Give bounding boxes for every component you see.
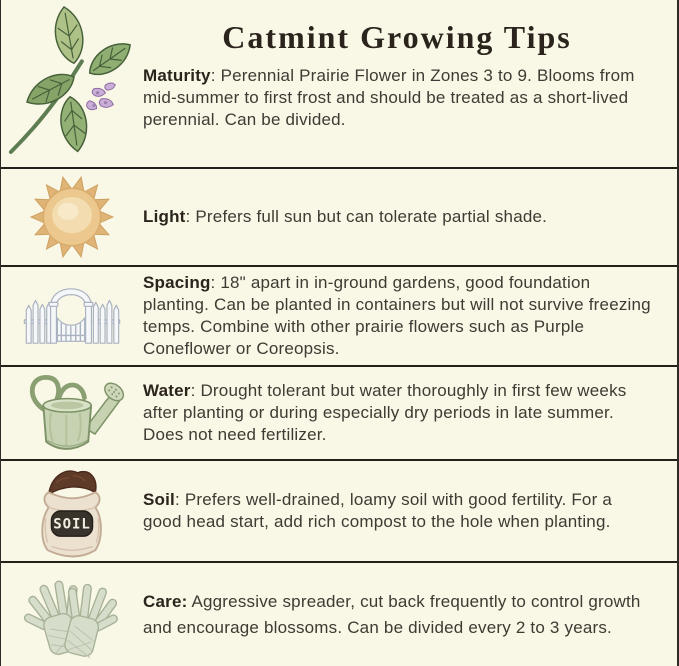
header-section xyxy=(1,0,677,167)
garden-gate-illustration xyxy=(22,281,122,351)
soil-bag-illustration xyxy=(30,464,114,558)
watering-can-icon xyxy=(1,369,143,457)
light-label: Light xyxy=(143,207,186,226)
light-body: : Prefers full sun but can tolerate partial shade. xyxy=(185,207,548,226)
sun-icon xyxy=(1,176,143,258)
header-text xyxy=(143,0,677,131)
maturity-body: : Perennial Prairie Flower in Zones 3 to 9. Blooms from mid-summer to first frost and should be treated as a short-lived perennial. Can be divided. xyxy=(143,66,635,129)
light-tip-text xyxy=(143,206,677,228)
maturity-label: Maturity xyxy=(143,66,211,85)
spacing-tip-text xyxy=(143,272,677,360)
care-label: Care: xyxy=(143,591,188,611)
water-body: : Drought tolerant but water thoroughly in first few weeks after planting or during especially dry periods in late summer. Does not need fertilizer. xyxy=(143,381,627,444)
water-label: Water xyxy=(143,381,191,400)
soil-bag-label: SOIL xyxy=(53,516,91,533)
soil-tip-text xyxy=(143,489,677,533)
spacing-body: : 18" apart in in-ground gardens, good foundation planting. Can be planted in containers but will not survive freezing temps. Combine with other prairie flowers such as Purple Coneflower or Coreopsis. xyxy=(143,273,651,358)
care-section xyxy=(1,561,677,666)
garden-gloves-icon xyxy=(1,571,143,659)
light-section xyxy=(1,167,677,265)
maturity-tip-text xyxy=(143,65,651,131)
soil-section xyxy=(1,459,677,561)
care-body: Aggressive spreader, cut back frequently to control growth and encourage blossoms. Can be divided every 2 to 3 years. xyxy=(143,591,641,637)
page-title: Catmint Growing Tips xyxy=(222,19,572,55)
soil-body: : Prefers well-drained, loamy soil with good fertility. For a good head start, add rich compost to the hole when planting. xyxy=(143,490,613,531)
watering-can-illustration xyxy=(14,369,130,457)
water-tip-text xyxy=(143,380,677,446)
garden-gloves-illustration xyxy=(24,571,120,659)
care-tip-text xyxy=(143,589,677,641)
spacing-section xyxy=(1,265,677,365)
catmint-plant-icon xyxy=(1,0,143,167)
soil-bag-icon xyxy=(1,464,143,558)
sun-illustration xyxy=(26,176,118,258)
water-section xyxy=(1,365,677,459)
soil-label: Soil xyxy=(143,490,175,509)
garden-gate-icon xyxy=(1,281,143,351)
spacing-label: Spacing xyxy=(143,273,211,292)
catmint-plant-illustration xyxy=(3,2,141,160)
